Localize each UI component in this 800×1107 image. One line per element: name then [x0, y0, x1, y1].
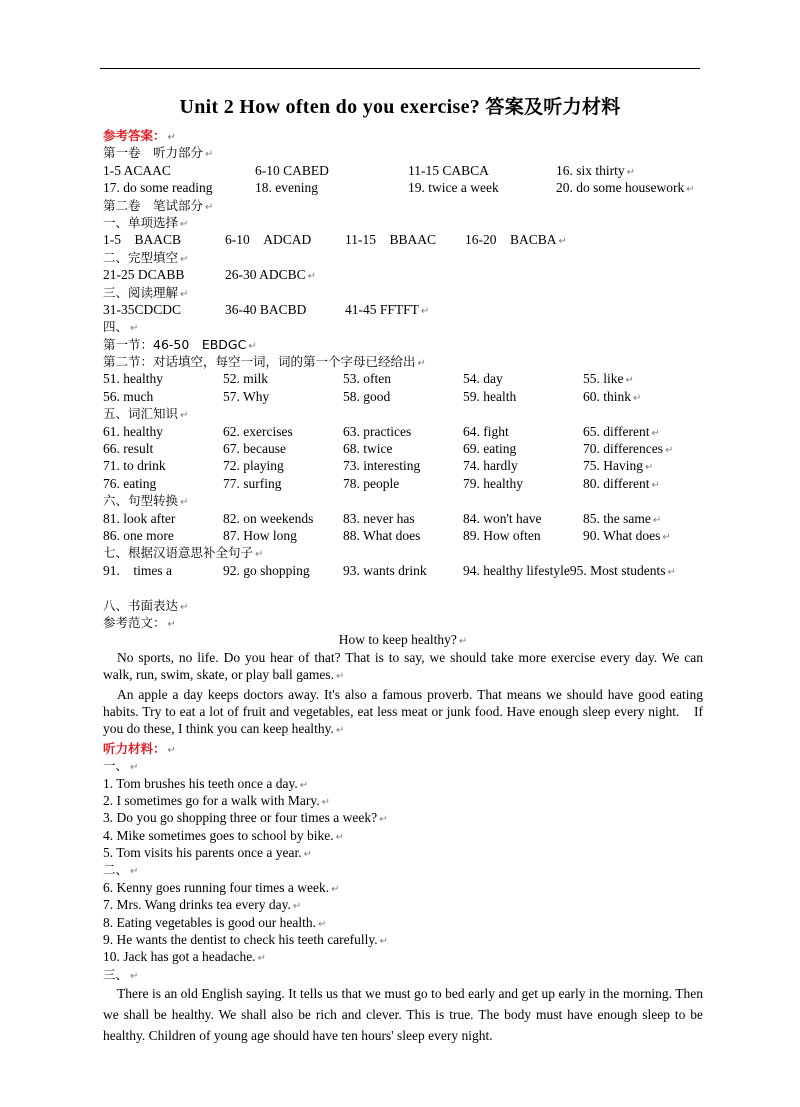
- answer-cell: 11-15 CABCA: [408, 162, 489, 178]
- sec4-node1: 第一节：46-50 EBDGC: [103, 336, 247, 352]
- answer-cell: 91. times a: [103, 562, 172, 578]
- answer-row: [103, 457, 703, 474]
- answer-cell: 92. go shopping: [223, 562, 310, 578]
- sec8-label: 八、书面表达: [103, 597, 179, 613]
- paragraph-mark-icon: ↵: [379, 936, 389, 948]
- answer-cell: 58. good: [343, 388, 391, 404]
- paragraph-mark-icon: ↵: [130, 866, 139, 878]
- listening-item: 10. Jack has got a headache.: [103, 949, 256, 965]
- answer-cell: 63. practices: [343, 423, 412, 439]
- sec1-label: 一、单项选择: [103, 214, 179, 230]
- paragraph-mark-icon: ↵: [167, 132, 176, 143]
- answer-cell: 18. evening: [255, 180, 318, 196]
- paragraph-mark-icon: ↵: [651, 479, 660, 491]
- answer-cell: 82. on weekends: [223, 510, 314, 526]
- sec2-row: [103, 266, 703, 283]
- answer-cell: 87. How long: [223, 527, 297, 543]
- answer-row: [103, 475, 703, 492]
- answers-heading: 参考答案：: [103, 128, 166, 143]
- answer-cell: 51. healthy: [103, 371, 163, 387]
- answer-cell: 83. never has: [343, 510, 415, 526]
- part1-row: [103, 162, 703, 179]
- listening-item: 1. Tom brushes his teeth once a day.: [103, 775, 298, 791]
- paragraph-mark-icon: ↵: [331, 883, 340, 895]
- paragraph-mark-icon: ↵: [667, 566, 676, 578]
- answer-cell: 64. fight: [463, 423, 509, 439]
- title-en: Unit 2 How often do you exercise?: [179, 96, 481, 118]
- answer-cell: 6-10 ADCAD: [225, 232, 312, 248]
- answer-cell: 6-10 CABED: [255, 162, 329, 178]
- answer-cell: 93. wants drink: [343, 562, 427, 578]
- answer-cell: 59. health: [463, 388, 517, 404]
- answer-cell: 16-20 BACBA: [465, 232, 557, 248]
- answer-cell: 67. because: [223, 441, 286, 457]
- answer-cell: 62. exercises: [223, 423, 293, 439]
- listening-item: 3. Do you go shopping three or four times a week?: [103, 810, 378, 826]
- answer-row: [103, 527, 703, 544]
- paragraph-mark-icon: ↵: [180, 253, 189, 265]
- answer-cell: 61. healthy: [103, 423, 163, 439]
- paragraph-mark-icon: ↵: [335, 831, 344, 843]
- listening-heading: 听力材料：: [103, 740, 166, 756]
- answer-cell: 69. eating: [463, 441, 517, 457]
- paragraph-mark-icon: ↵: [180, 410, 189, 422]
- answer-cell: 65. different: [583, 423, 650, 439]
- paragraph-mark-icon: ↵: [651, 427, 660, 439]
- answer-row: [103, 562, 703, 579]
- answer-cell: 17. do some reading: [103, 180, 213, 196]
- page-title: [0, 92, 800, 119]
- answer-cell: 81. look after: [103, 510, 176, 526]
- answer-cell: 21-25 DCABB: [103, 267, 185, 283]
- answer-cell: 89. How often: [463, 527, 541, 543]
- answer-cell: 90. What does: [583, 527, 661, 543]
- essay-paragraph: [103, 686, 703, 740]
- answer-cell: 73. interesting: [343, 458, 421, 474]
- essay-paragraph: [103, 649, 703, 686]
- answer-cell: 68. twice: [343, 441, 393, 457]
- answer-cell: 53. often: [343, 371, 391, 387]
- listening-passage: There is an old English saying. It tells us that we must go to bed early and get up early in the morning. Then we shall be healthy. We shall also be rich and clever. This is true. The body must have enough sleep to be healthy. Children of young age should have ten hours' sleep every night.: [103, 986, 703, 1044]
- listening-item: 4. Mike sometimes goes to school by bike.: [103, 827, 334, 843]
- listening-item: 8. Eating vegetables is good our health.: [103, 914, 316, 930]
- listening-item: 2. I sometimes go for a walk with Mary.: [103, 792, 320, 808]
- answer-row: [103, 370, 703, 387]
- paragraph-mark-icon: ↵: [130, 323, 139, 335]
- listening-s2-label: 二、: [103, 862, 129, 878]
- paragraph-mark-icon: ↵: [321, 796, 330, 808]
- answer-cell: 41-45 FFTFT: [345, 301, 419, 317]
- answer-cell: 88. What does: [343, 527, 421, 543]
- listening-s1-label: 一、: [103, 758, 129, 774]
- sec1-row: [103, 231, 703, 248]
- answer-cell: 74. hardly: [463, 458, 518, 474]
- paragraph-mark-icon: ↵: [205, 201, 214, 213]
- sec3-row: [103, 301, 703, 318]
- paragraph-mark-icon: ↵: [420, 305, 430, 317]
- answer-cell: 86. one more: [103, 527, 174, 543]
- answer-row: [103, 423, 703, 440]
- answer-cell: 75. Having: [583, 458, 643, 474]
- listening-s3-label: 三、: [103, 966, 129, 982]
- paragraph-mark-icon: ↵: [645, 462, 654, 474]
- paragraph-mark-icon: ↵: [335, 671, 345, 683]
- answer-cell: 52. milk: [223, 371, 269, 387]
- paragraph-mark-icon: ↵: [662, 531, 671, 543]
- sec3-label: 三、阅读理解: [103, 284, 179, 300]
- paragraph-mark-icon: ↵: [248, 340, 257, 352]
- document-body: [103, 127, 703, 1046]
- answer-cell: 16. six thirty: [556, 162, 625, 178]
- part1-label: 第一卷 听力部分: [103, 145, 204, 161]
- answer-cell: 11-15 BBAAC: [345, 232, 437, 248]
- answer-cell: 79. healthy: [463, 475, 523, 491]
- paragraph-mark-icon: ↵: [633, 392, 642, 404]
- paragraph-mark-icon: ↵: [180, 601, 189, 613]
- sec7-label: 七、根据汉语意思补全句子: [103, 545, 254, 561]
- listening-item: 5. Tom visits his parents once a year.: [103, 845, 302, 861]
- answer-cell: 57. Why: [223, 388, 270, 404]
- answer-cell: 55. like: [583, 371, 624, 387]
- essay-p1: No sports, no life. Do you hear of that? That is to say, we should take more exercise every day. We can walk, run, swim, skate, or play ball games.: [103, 649, 703, 683]
- answer-cell: 26-30 ADCBC: [225, 267, 306, 283]
- answer-cell: 84. won't have: [463, 510, 542, 526]
- answer-cell: 31-35CDCDC: [103, 301, 182, 317]
- answer-cell: 20. do some housework: [556, 180, 685, 196]
- sec2-label: 二、完型填空: [103, 249, 179, 265]
- answer-cell: 60. think: [583, 388, 632, 404]
- answer-row: [103, 440, 703, 457]
- essay-p2: An apple a day keeps doctors away. It's also a famous proverb. That means we should have good eating habits. Try to eat a lot of fruit and vegetables, eat less meat or junk food. Have enough sleep every night. If you do these, I think you can keep healthy.: [103, 686, 703, 737]
- answer-cell: 72. playing: [223, 458, 284, 474]
- paragraph-mark-icon: ↵: [130, 762, 139, 774]
- paragraph-mark-icon: ↵: [292, 901, 302, 913]
- title-cn: 答案及听力材料: [485, 96, 621, 118]
- answer-row: [103, 510, 703, 527]
- answer-cell: 80. different: [583, 475, 650, 491]
- answer-cell: 19. twice a week: [408, 180, 499, 196]
- answer-cell: 94. healthy lifestyle95. Most students: [463, 562, 666, 578]
- answer-cell: 54. day: [463, 371, 503, 387]
- paragraph-mark-icon: ↵: [307, 271, 317, 283]
- answer-cell: 76. eating: [103, 475, 157, 491]
- listening-item: 9. He wants the dentist to check his teeth carefully.: [103, 932, 378, 948]
- answer-cell: 1-5 ACAAC: [103, 162, 171, 178]
- answer-cell: 71. to drink: [103, 458, 166, 474]
- answer-cell: 56. much: [103, 388, 154, 404]
- sec5-label: 五、词汇知识: [103, 406, 179, 422]
- paragraph-mark-icon: ↵: [317, 918, 327, 930]
- answer-cell: 36-40 BACBD: [225, 301, 307, 317]
- sec6-label: 六、句型转换: [103, 493, 179, 509]
- paragraph-mark-icon: ↵: [130, 970, 139, 982]
- paragraph-mark-icon: ↵: [205, 149, 214, 161]
- answer-cell: 77. surfing: [223, 475, 282, 491]
- sec4-label: 四、: [103, 319, 129, 335]
- paragraph-mark-icon: ↵: [180, 218, 189, 230]
- essay-title: How to keep healthy?: [338, 632, 457, 648]
- sample-label: 参考范文：: [103, 614, 166, 630]
- answer-cell: 66. result: [103, 441, 154, 457]
- paragraph-mark-icon: ↵: [335, 725, 345, 737]
- paragraph-mark-icon: ↵: [652, 514, 662, 526]
- paragraph-mark-icon: ↵: [257, 953, 266, 965]
- paragraph-mark-icon: ↵: [626, 166, 636, 178]
- part2-label: 第二卷 笔试部分: [103, 197, 204, 213]
- paragraph-mark-icon: ↵: [180, 497, 189, 509]
- paragraph-mark-icon: ↵: [417, 358, 426, 370]
- header-rule: [100, 68, 700, 69]
- listening-item: 7. Mrs. Wang drinks tea every day.: [103, 897, 291, 913]
- listening-item: 6. Kenny goes running four times a week.: [103, 879, 330, 895]
- paragraph-mark-icon: ↵: [458, 636, 468, 648]
- paragraph-mark-icon: ↵: [686, 184, 695, 196]
- answer-cell: 78. people: [343, 475, 400, 491]
- paragraph-mark-icon: ↵: [167, 744, 176, 756]
- paragraph-mark-icon: ↵: [303, 849, 313, 861]
- sec4-node2: 第二节：对话填空，每空一词，词的第一个字母已经给出: [103, 354, 416, 370]
- paragraph-mark-icon: ↵: [558, 236, 567, 248]
- paragraph-mark-icon: ↵: [255, 549, 264, 561]
- paragraph-mark-icon: ↵: [180, 288, 189, 300]
- answer-cell: 1-5 BAACB: [103, 232, 182, 248]
- paragraph-mark-icon: ↵: [379, 814, 388, 826]
- paragraph-mark-icon: ↵: [299, 779, 309, 791]
- paragraph-mark-icon: ↵: [167, 618, 176, 630]
- part1-row: [103, 179, 703, 196]
- answer-row: [103, 388, 703, 405]
- answer-cell: 70. differences: [583, 441, 663, 457]
- answer-cell: 85. the same: [583, 510, 651, 526]
- paragraph-mark-icon: ↵: [664, 445, 674, 457]
- paragraph-mark-icon: ↵: [625, 375, 634, 387]
